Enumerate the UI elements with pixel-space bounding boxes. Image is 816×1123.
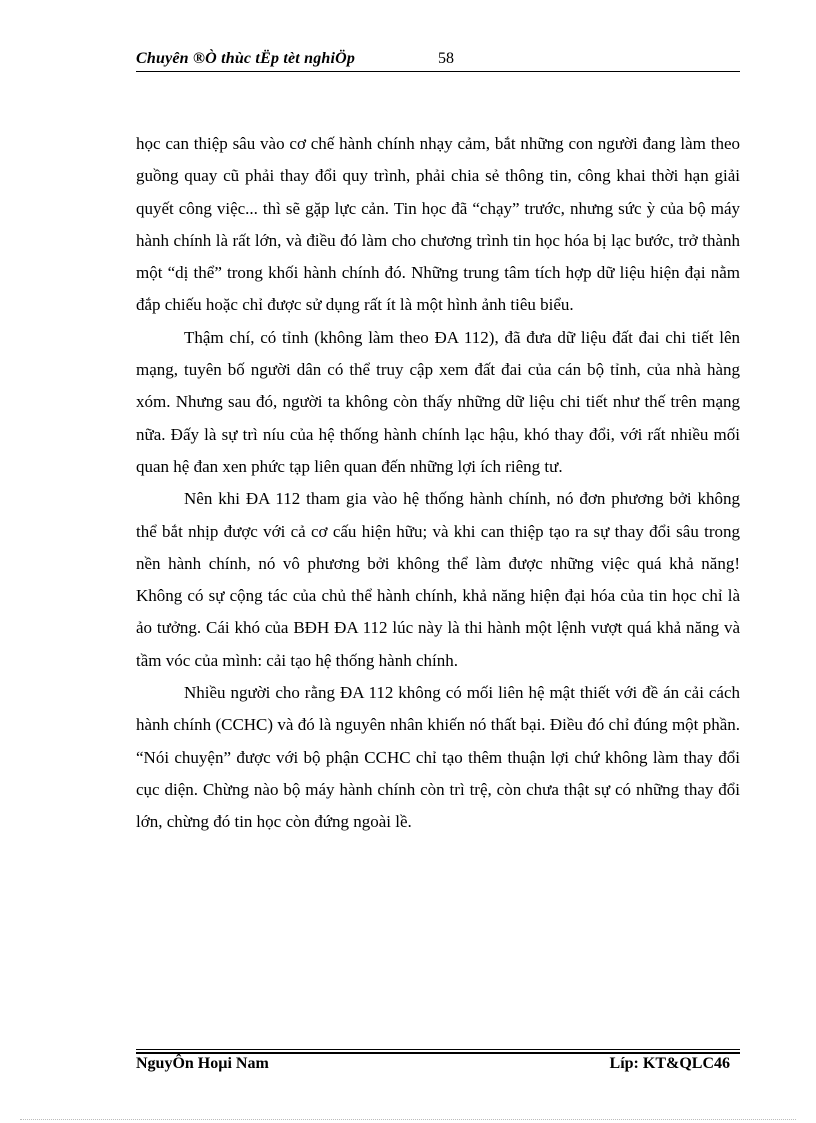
footer-author: NguyÔn Hoµi Nam	[136, 1055, 269, 1072]
paragraph-2: Thậm chí, có tỉnh (không làm theo ĐA 112), đã đưa dữ liệu đất đai chi tiết lên mạng, tuyên bố người dân có thể truy cập xem đất đai của cán bộ tỉnh, của nhà hàng xóm. Nhưng sau đó, người ta không còn thấy những dữ liệu chi tiết như thế trên mạng nữa. Đấy là sự trì níu của hệ thống hành chính lạc hậu, khó thay đổi, với rất nhiều mối quan hệ đan xen phức tạp liên quan đến những lợi ích riêng tư.	[136, 327, 740, 476]
page-number: 58	[438, 50, 454, 67]
header-title: Chuyên ®Ò thùc tËp tèt nghiÖp	[136, 50, 356, 67]
paragraph-3: Nên khi ĐA 112 tham gia vào hệ thống hành chính, nó đơn phương bởi không thể bắt nhịp được với cả cơ cấu hiện hữu; và khi can thiệp tạo ra sự thay đổi sâu trong nền hành chính, nó vô phương bởi không thể làm được những việc quá khả năng! Không có sự cộng tác của chủ thể hành chính, khả năng hiện đại hóa của tin học chỉ là ảo tưởng. Cái khó của BĐH ĐA 112 lúc này là thi hành một lệnh vượt quá khả năng và tầm vóc của mình: cải tạo hệ thống hành chính.	[136, 489, 740, 670]
body-text	[136, 128, 740, 839]
footer-rule-thick	[136, 1052, 740, 1054]
page-edge-dots	[20, 1119, 796, 1120]
footer-class: Líp: KT&QLC46	[609, 1055, 730, 1072]
paragraph-4: Nhiều người cho rằng ĐA 112 không có mối liên hệ mật thiết với đề án cải cách hành chính (CCHC) và đó là nguyên nhân khiến nó thất bại. Điều đó chỉ đúng một phần. “Nói chuyện” được với bộ phận CCHC chỉ tạo thêm thuận lợi chứ không làm thay đổi cục diện. Chừng nào bộ máy hành chính còn trì trệ, còn chưa thật sự có những thay đổi lớn, chừng đó tin học còn đứng ngoài lề.	[136, 683, 740, 832]
paragraph-1: học can thiệp sâu vào cơ chế hành chính nhạy cảm, bắt những con người đang làm theo guồng quay cũ phải thay đổi quy trình, phải chia sẻ thông tin, công khai thời hạn giải quyết công việc... thì sẽ gặp lực cản. Tin học đã “chạy” trước, nhưng sức ỳ của bộ máy hành chính là rất lớn, và điều đó làm cho chương trình tin học hóa bị lạc bước, trở thành một “dị thể” trong khối hành chính đó. Những trung tâm tích hợp dữ liệu hiện đại nằm đắp chiếu hoặc chỉ được sử dụng rất ít là một hình ảnh tiêu biểu.	[136, 134, 740, 315]
page-footer	[136, 1055, 730, 1077]
header-rule	[136, 71, 740, 72]
page-header	[136, 50, 739, 72]
footer-rule-thin	[136, 1049, 740, 1050]
